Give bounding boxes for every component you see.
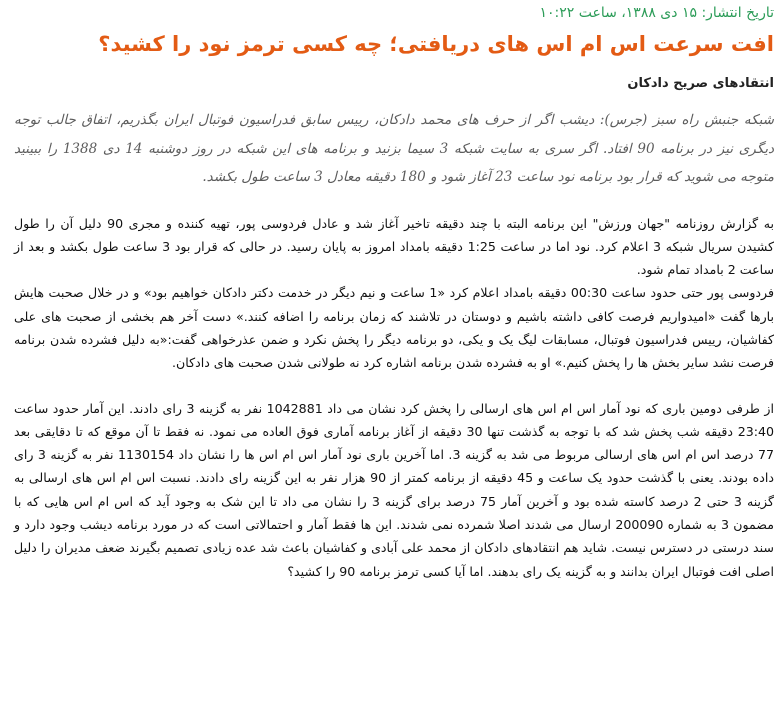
- article-paragraph-2: فردوسی پور حتی حدود ساعت 00:30 دقیقه بامداد اعلام کرد «1 ساعت و نیم دیگر در خدمت دکتر دادکان خواهیم بود» و در خلال صحبت هایش بارها گفت «امیدواریم فرصت کافی داشته باشیم و دوستان در تلاشند که زمان برنامه را اضافه کنند.» دست آخر هم بخشی از صحبت های علی کفاشیان، رییس فدراسیون فوتبال، مسابقات لیگ یک و یکی، دو برنامه دیگر را پخش نکرد و ضمن عذرخواهی گفت:«به دلیل فشرده شدن برنامه فرصت نشد سایر بخش ها را پخش کنیم.» او به فشرده شدن برنامه اشاره کرد نه طولانی شدن صحبت های دادکان.: [14, 285, 774, 371]
- article-headline: افت سرعت اس ام اس های دریافتی؛ چه کسی ترمز نود را کشید؟: [98, 32, 774, 56]
- article-paragraph-3: از طرفی دومین باری که نود آمار اس ام اس های ارسالی را پخش کرد نشان می داد 1042881 نفر به گزینه 3 رای دادند. این آمار حدود ساعت 23:40 دقیقه شب پخش شد که با توجه به گذشت تنها 30 دقیقه از آغاز برنامه آماری فوق العاده می نمود. نه فقط تا آن موقع که تا دقایقی بعد 77 درصد اس ام اس های ارسالی مربوط می شد به گزینه 3. اما آخرین باری نود آمار اس ام اس ها را نشان داد 1130154 نفر به گزینه 3 رای داده بودند. یعنی با گذشت حدود یک ساعت و 45 دقیقه از برنامه کمتر از 90 هزار نفر به این گزینه رای دادند. نسبت اس ام اس های ارسالی به گزینه 3 حتی 2 درصد کاسته شده بود و آخرین آمار 75 درصد برای گزینه 3 را نشان می داد تا این شک به وجود آید که اس ام اس هایی که با مضمون 3 به شماره 200090 ارسال می شدند اصلا شمرده نمی شدند. این ها فقط آمار و احتمالاتی است که در مورد برنامه دیشب وجود دارد و سند درستی در دسترس نیست. شاید هم انتقادهای دادکان از محمد علی آبادی و کفاشیان باعث شد عده زیادی تصمیم بگیرند ضعف مدیران را دلیل اصلی افت فوتبال ایران بدانند و به گزینه یک رای بدهند. اما آیا کسی ترمز برنامه 90 را کشید؟: [14, 400, 774, 579]
- article-paragraph-1: به گزارش روزنامه "جهان ورزش" این برنامه البته با چند دقیقه تاخیر آغاز شد و عادل فردوسی پور، تهیه کننده و مجری 90 دلیل آن را طول کشیدن سریال شبکه 3 اعلام کرد. نود اما در ساعت 1:25 دقیقه بامداد امروز به پایان رسید. در حالی که قرار بود 3 ساعت طول بکشد و بعد از ساعت 2 بامداد تمام شود.: [14, 215, 774, 278]
- publish-date: تاریخ انتشار: ۱۵ دی ۱۳۸۸، ساعت ۱۰:۲۲: [539, 5, 774, 21]
- article-subtitle: انتقادهای صریح دادکان: [627, 76, 774, 91]
- article-lead: شبکه جنبش راه سبز (جرس): دیشب اگر از حرف های محمد دادکان، رییس سابق فدراسیون فوتبال ایران بگذریم، اتفاق جالب توجه دیگری نیز در برنامه 90 افتاد. اگر سری به سایت شبکه 3 سیما بزنید و برنامه های این شبکه در روز دوشنبه 14 دی 1388 را ببینید متوجه می شوید که قرار بود برنامه نود ساعت 23 آغاز شود و 180 دقیقه معادل 3 ساعت طول بکشد.: [14, 112, 774, 185]
- paragraph-spacer: [14, 375, 774, 397]
